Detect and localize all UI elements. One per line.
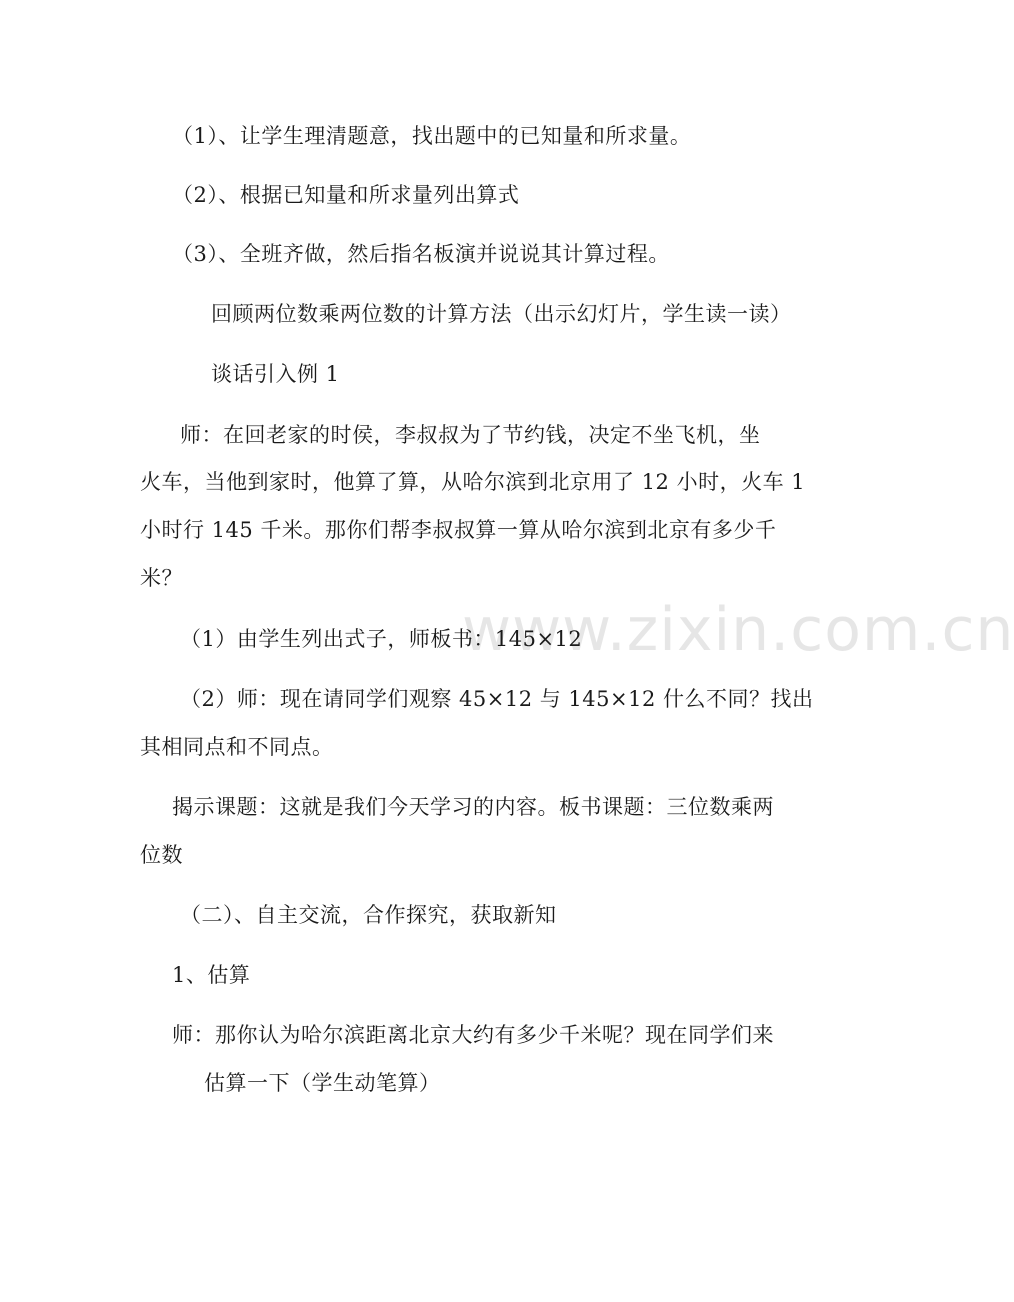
text-line-4: 回顾两位数乘两位数的计算方法（出示幻灯片，学生读一读）	[211, 302, 792, 326]
text-line-6: 师：在回老家的时侯，李叔叔为了节约钱，决定不坐飞机，坐	[180, 423, 761, 447]
text-line-5: 谈话引入例 1	[211, 362, 340, 386]
text-line-16: 1、估算	[172, 963, 251, 987]
text-line-18: 估算一下（学生动笔算）	[204, 1071, 441, 1095]
watermark: www.zixin.com.cn	[462, 595, 1014, 665]
text-line-3: （3）、全班齐做，然后指名板演并说说其计算过程。	[172, 242, 670, 266]
text-line-14: 位数	[140, 843, 183, 867]
text-line-10: （1）由学生列出式子，师板书：145×12	[180, 627, 583, 651]
text-line-11: （2）师：现在请同学们观察 45×12 与 145×12 什么不同？找出	[180, 687, 814, 711]
text-line-1: （1）、让学生理清题意，找出题中的已知量和所求量。	[172, 124, 692, 148]
text-line-12: 其相同点和不同点。	[140, 735, 334, 759]
text-line-8: 小时行 145 千米。那你们帮李叔叔算一算从哈尔滨到北京有多少千	[140, 518, 777, 542]
text-line-17: 师：那你认为哈尔滨距离北京大约有多少千米呢？现在同学们来	[172, 1023, 774, 1047]
text-line-9: 米？	[140, 566, 183, 590]
text-line-2: （2）、根据已知量和所求量列出算式	[172, 183, 520, 207]
text-line-7: 火车，当他到家时，他算了算，从哈尔滨到北京用了 12 小时，火车 1	[140, 470, 806, 494]
text-line-15: （二）、自主交流，合作探究，获取新知	[180, 903, 557, 927]
text-line-13: 揭示课题：这就是我们今天学习的内容。板书课题：三位数乘两	[172, 795, 774, 819]
